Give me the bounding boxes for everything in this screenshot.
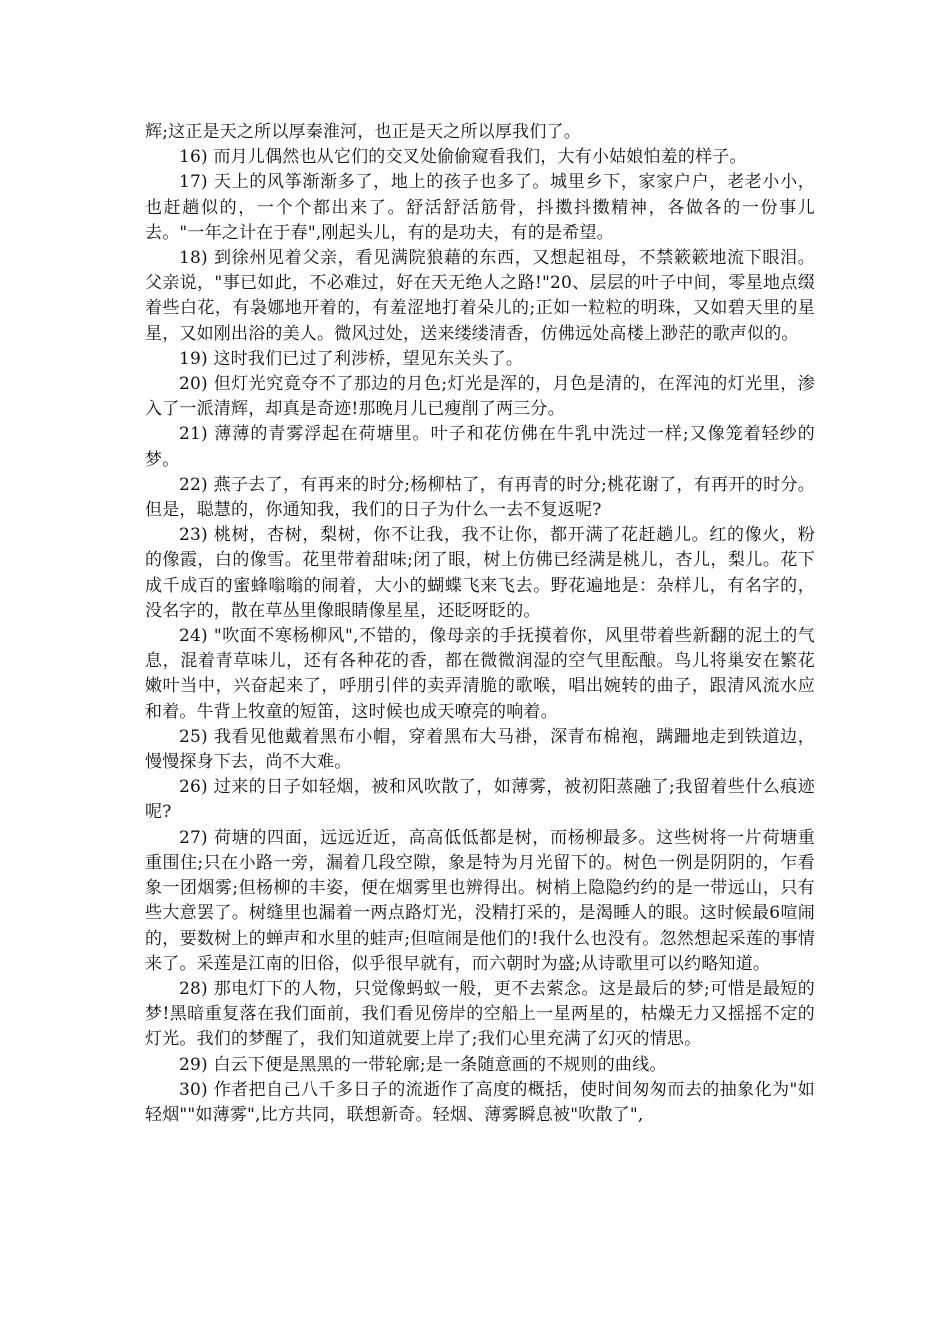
paragraph-continuation: 辉;这正是天之所以厚秦淮河，也正是天之所以厚我们了。 xyxy=(145,122,581,142)
paragraph-18: 18) 到徐州见着父亲，看见满院狼藉的东西，又想起祖母，不禁簌簌地流下眼泪。父亲说，"事已如此，不必难过，好在天无绝人之路!"20、层层的叶子中间，零星地点缀着些白花，有袅娜地开着的，有羞涩地打着朵儿的;正如一粒粒的明珠，又如碧天里的星星，又如刚出浴的美人。微风过处，送来缕缕清香，仿佛远处高楼上渺茫的歌声似的。 xyxy=(145,248,815,344)
paragraph-27: 27) 荷塘的四面，远远近近，高高低低都是树，而杨柳最多。这些树将一片荷塘重重围住;只在小路一旁，漏着几段空隙，象是特为月光留下的。树色一例是阴阴的，乍看象一团烟雾;但杨柳的丰姿，便在烟雾里也辨得出。树梢上隐隐约约的是一带远山，只有些大意罢了。树缝里也漏着一两点路灯光，没精打采的，是渴睡人的眼。这时候最6喧闹的，要数树上的蝉声和水里的蛙声;但喧闹是他们的!我什么也没有。忽然想起采莲的事情来了。采莲是江南的旧俗，似乎很早就有，而六朝时为盛;从诗歌里可以约略知道。 xyxy=(145,827,815,974)
paragraph-19: 19) 这时我们已过了利涉桥，望见东关头了。 xyxy=(179,348,524,369)
paragraph-20: 20) 但灯光究竟夺不了那边的月色;灯光是浑的，月色是清的，在浑沌的灯光里，渗入了一派清辉，却真是奇迹!那晚月儿已瘦削了两三分。 xyxy=(145,374,815,420)
paragraph-22: 22) 燕子去了，有再来的时分;杨柳枯了，有再青的时分;桃花谢了，有再开的时分。但是，聪慧的，你通知我，我们的日子为什么一去不复返呢? xyxy=(145,474,815,521)
paragraph-16: 16) 而月儿偶然也从它们的交叉处偷偷窥看我们，大有小姑娘怕羞的样子。 xyxy=(179,147,747,168)
paragraph-28: 28) 那电灯下的人物，只觉像蚂蚁一般，更不去萦念。这是最后的梦;可惜是最短的梦!黑暗重复落在我们面前，我们看见傍岸的空船上一星两星的，枯燥无力又摇摇不定的灯光。我们的梦醒了，我们知道就要上岸了;我们心里充满了幻灭的情思。 xyxy=(145,978,815,1050)
paragraph-24: 24) "吹面不寒杨柳风",不错的，像母亲的手抚摸着你，风里带着些新翻的泥土的气息，混着青草味儿，还有各种花的香，都在微微润湿的空气里酝酿。鸟儿将巢安在繁花嫩叶当中，兴奋起来了，呼朋引伴的卖弄清脆的歌喉，唱出婉转的曲子，跟清风流水应和着。牛背上牧童的短笛，这时候也成天嘹亮的响着。 xyxy=(145,626,815,722)
paragraph-30: 30) 作者把自己八千多日子的流逝作了高度的概括，使时间匆匆而去的抽象化为"如轻烟""如薄雾",比方共同，联想新奇。轻烟、薄雾瞬息被"吹散了", xyxy=(145,1079,815,1125)
paragraph-29: 29) 白云下便是黑黑的一带轮廓;是一条随意画的不规则的曲线。 xyxy=(179,1054,667,1075)
paragraph-23: 23) 桃树，杏树，梨树，你不让我，我不让你，都开满了花赶趟儿。红的像火，粉的像霞，白的像雪。花里带着甜味;闭了眼，树上仿佛已经满是桃儿，杏儿，梨儿。花下成千成百的蜜蜂嗡嗡的闹着，大小的蝴蝶飞来飞去。野花遍地是：杂样儿，有名字的，没名字的，散在草丛里像眼睛像星星，还眨呀眨的。 xyxy=(145,525,815,621)
paragraph-17: 17) 天上的风筝渐渐多了，地上的孩子也多了。城里乡下，家家户户，老老小小，也赶趟似的，一个个都出来了。舒活舒活筋骨，抖擞抖擞精神，各做各的一份事儿去。"一年之计在于春",刚起头儿，有的是功夫，有的是希望。 xyxy=(145,172,815,243)
paragraph-25: 25) 我看见他戴着黑布小帽，穿着黑布大马褂，深青布棉袍，蹒跚地走到铁道边，慢慢探身下去，尚不大难。 xyxy=(145,726,815,773)
document-body xyxy=(145,120,815,1128)
paragraph-21: 21) 薄薄的青雾浮起在荷塘里。叶子和花仿佛在牛乳中洗过一样;又像笼着轻纱的梦。 xyxy=(145,424,815,470)
paragraph-26: 26) 过来的日子如轻烟，被和风吹散了，如薄雾，被初阳蒸融了;我留着些什么痕迹呢? xyxy=(145,777,815,823)
